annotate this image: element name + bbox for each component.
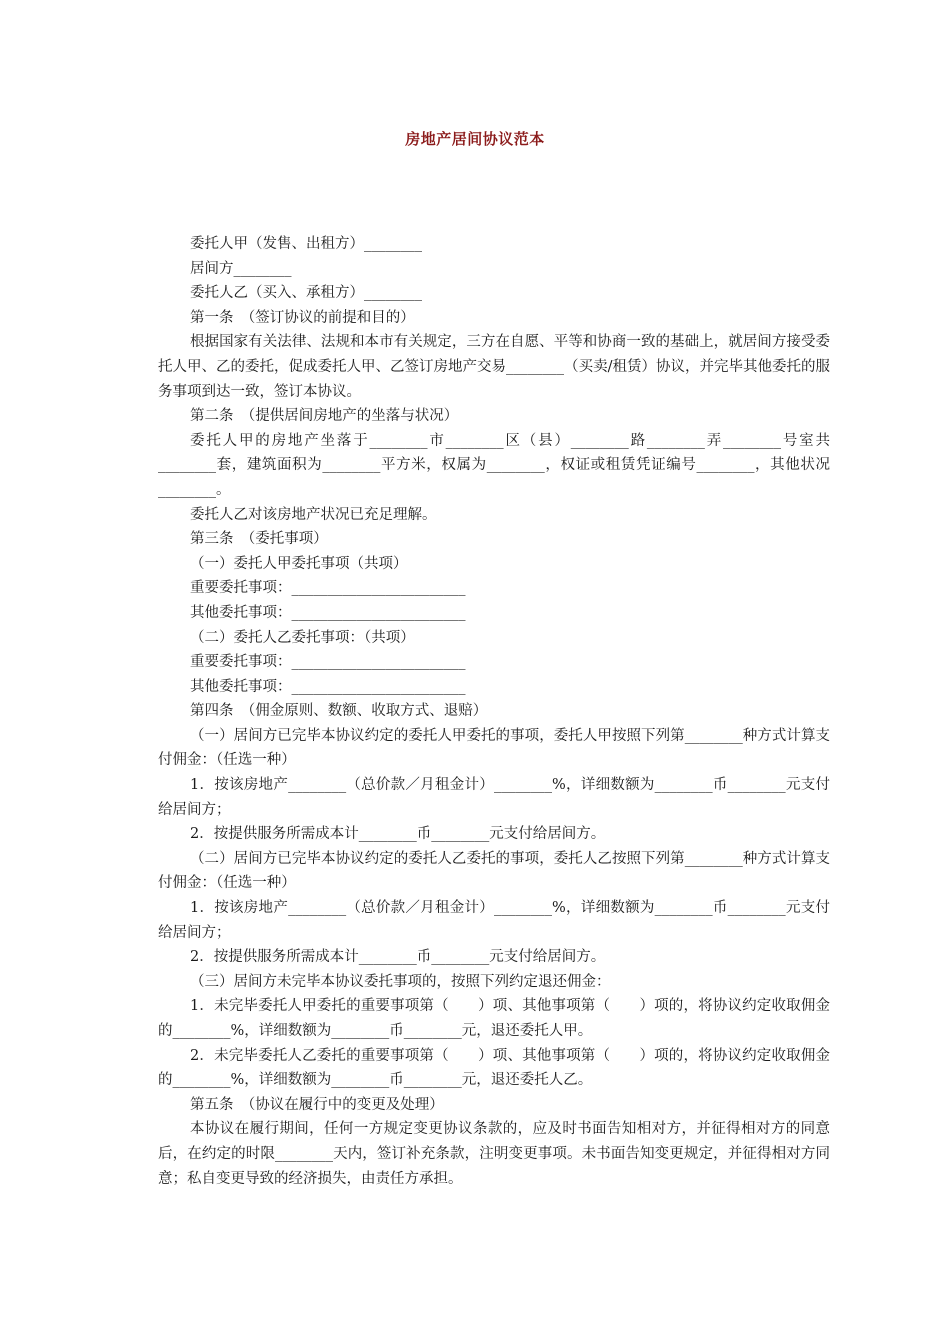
document-line: 其他委托事项：________________________ <box>190 604 466 621</box>
document-line: 重要委托事项：________________________ <box>190 580 466 597</box>
document-line: 居间方________ <box>190 260 292 277</box>
document-line: 第二条 （提供居间房地产的坐落与状况） <box>190 408 459 425</box>
document-paragraph: 1．按该房地产________（总价款／月租金计）________%，详细数额为________币________元支付给居间方； <box>158 777 830 818</box>
document-line: 第四条 （佣金原则、数额、收取方式、退赔） <box>190 703 488 720</box>
document-line: 委托人乙（买入、承租方）________ <box>190 285 422 302</box>
document-paragraph: （一）居间方已完毕本协议约定的委托人甲委托的事项，委托人甲按照下列第________种方式计算支付佣金：（任选一种） <box>158 727 830 769</box>
document-line: 第一条 （签订协议的前提和目的） <box>190 309 415 326</box>
document-paragraph: 2．按提供服务所需成本计________币________元支付给居间方。 <box>190 826 606 843</box>
document-paragraph: 1．按该房地产________（总价款／月租金计）________%，详细数额为________币________元支付给居间方； <box>158 900 830 941</box>
document-line: 第五条 （协议在履行中的变更及处理） <box>190 1096 444 1113</box>
document-paragraph: 2．未完毕委托人乙委托的重要事项第（ ）项、其他事项第（ ）项的，将协议约定收取佣金的________%，详细数额为________币________元，退还委托人乙。 <box>158 1047 830 1089</box>
document-line: 委托人乙对该房地产状况已充足理解。 <box>190 506 437 523</box>
document-paragraph: 本协议在履行期间，任何一方规定变更协议条款的，应及时书面告知相对方，并征得相对方的同意后，在约定的时限________天内，签订补充条款，注明变更事项。未书面告知变更规定，并征得相对方同意；私自变更导致的经济损失，由责任方承担。 <box>158 1121 830 1187</box>
document-paragraph: 2．按提供服务所需成本计________币________元支付给居间方。 <box>190 949 606 966</box>
document-line: （一）委托人甲委托事项（共项） <box>190 555 408 572</box>
document-line: 重要委托事项：________________________ <box>190 654 466 671</box>
document-title: 房地产居间协议范本 <box>405 130 545 148</box>
document-line: 第三条 （委托事项） <box>190 531 328 548</box>
document-line: （二）委托人乙委托事项：（共项） <box>190 629 415 646</box>
document-paragraph: 1．未完毕委托人甲委托的重要事项第（ ）项、其他事项第（ ）项的，将协议约定收取佣金的________%，详细数额为________币________元，退还委托人甲。 <box>158 998 830 1039</box>
document-line: 其他委托事项：________________________ <box>190 678 466 695</box>
document-paragraph: 根据国家有关法律、法规和本市有关规定，三方在自愿、平等和协商一致的基础上，就居间方接受委托人甲、乙的委托，促成委托人甲、乙签订房地产交易________（买卖/租赁）协议，并完毕其他委托的服务事项到达一致，签订本协议。 <box>158 334 830 400</box>
document-body <box>158 232 830 1191</box>
document-paragraph: （三）居间方未完毕本协议委托事项的，按照下列约定退还佣金： <box>190 973 611 990</box>
document-paragraph: 委托人甲的房地产坐落于________市________区（县）________路________弄________号室共________套，建筑面积为________平方米，权属为________，权证或租赁凭证编号________，其他状况________。 <box>158 432 830 498</box>
document-line: 委托人甲（发售、出租方）________ <box>190 236 422 252</box>
document-paragraph: （二）居间方已完毕本协议约定的委托人乙委托的事项，委托人乙按照下列第________种方式计算支付佣金：（任选一种） <box>158 850 830 892</box>
